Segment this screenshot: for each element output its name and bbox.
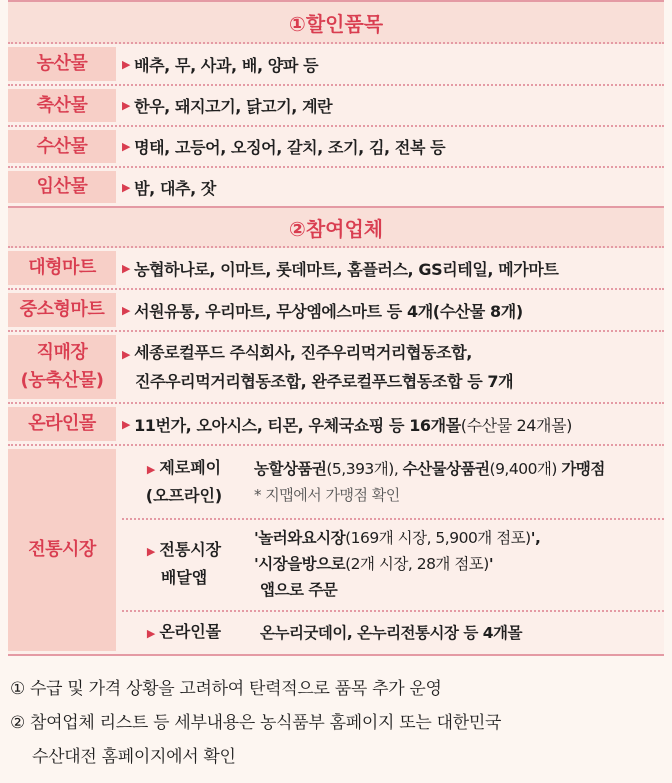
triangle-bullet-icon: ▶ [122,261,131,275]
triangle-bullet-icon: ▶ [122,417,131,431]
app-detail: (2개 시장, 28개 점포) [345,555,489,573]
voucher-name: 수산물상품권 [402,460,490,478]
subrow-label: 전통시장 [159,540,222,559]
vendor-count-note: (수산물 24개몰) [460,415,572,435]
subrow-label: 배달앱 [160,568,208,587]
category-label [8,335,116,399]
voucher-count: (5,393개), [326,460,403,478]
category-label: 임산물 [8,171,116,203]
triangle-bullet-icon: ▶ [122,99,131,112]
online-mall-list: 온누리굿데이, 온누리전통시장 등 4개몰 [260,624,522,642]
footnote-1: ① 수급 및 가격 상황을 고려하여 탄력적으로 품목 추가 운영 [10,679,442,699]
item-list: 한우, 돼지고기, 닭고기, 계란 [134,97,333,116]
subrow-label: 제로페이 [159,458,222,477]
vendor-list: 11번가, 오아시스, 티몬, 우체국쇼핑 등 16개몰 [134,415,461,435]
triangle-bullet-icon: ▶ [122,140,131,153]
delivery-app-subrow [8,518,664,610]
triangle-bullet-icon: ▶ [146,545,156,558]
app-name-end: ', [530,529,541,547]
triangle-bullet-icon: ▶ [122,348,131,361]
category-line: 직매장 [36,342,88,363]
footnote-2: ② 참여업체 리스트 등 세부내용은 농식품부 홈페이지 또는 대한민국 [10,713,502,733]
triangle-bullet-icon: ▶ [122,303,131,317]
table-row [8,402,664,444]
vendor-list-line: 진주우리먹거리협동조합, 완주로컬푸드협동조합 등 7개 [135,372,514,391]
table-row [8,288,664,330]
info-table [8,0,664,656]
discount-items-header [8,0,664,44]
table-bottom-border [8,654,664,656]
category-line: (농축산물) [20,370,104,391]
table-row [8,125,664,166]
triangle-bullet-icon: ▶ [122,180,131,194]
merchant-label: 가맹점 [561,460,605,478]
participants-title: ②참여업체 [288,216,384,241]
category-label: 수산물 [8,130,116,163]
category-label: 온라인몰 [8,407,116,441]
table-row [8,248,664,288]
item-list: 명태, 고등어, 오징어, 갈치, 조기, 김, 전복 등 [134,138,446,157]
subrow-label: 온라인몰 [159,622,222,641]
triangle-bullet-icon: ▶ [146,627,156,640]
voucher-name: 농할상품권 [254,460,327,478]
zeropay-subrow [8,446,664,518]
voucher-count: (9,400개) [489,460,562,478]
category-label: 축산물 [8,89,116,122]
app-name: '놀러와요시장 [254,529,346,547]
participants-header [8,206,664,248]
zeropay-note: * 지맵에서 가맹점 확인 [254,486,400,504]
app-name: '시장을방으로 [254,555,346,573]
triangle-bullet-icon: ▶ [146,463,156,476]
table-row [8,166,664,206]
traditional-market-row [8,444,664,654]
table-row [8,330,664,402]
item-list: 배추, 무, 사과, 배, 양파 등 [134,55,319,75]
app-name-end: ' [488,555,494,573]
vendor-list: 농협하나로, 이마트, 롯데마트, 홈플러스, GS리테일, 메가마트 [134,259,559,279]
category-label: 전통시장 [8,449,116,651]
subrow-label: (오프라인) [145,486,223,505]
app-detail: (169개 시장, 5,900개 점포) [345,529,531,547]
item-list: 밤, 대추, 잣 [134,178,216,198]
discount-items-title: ①할인품목 [288,11,384,36]
category-label: 중소형마트 [8,293,116,327]
table-row [8,44,664,84]
category-label: 대형마트 [8,251,116,285]
footnote-2-continued: 수산대전 홈페이지에서 확인 [32,747,236,767]
vendor-list: 서원유통, 우리마트, 무상엠에스마트 등 4개(수산물 8개) [134,301,523,321]
app-order-text: 앱으로 주문 [260,581,338,599]
vendor-list-line: 세종로컬푸드 주식회사, 진주우리먹거리협동조합, [134,343,472,362]
table-row [8,84,664,125]
triangle-bullet-icon: ▶ [122,57,131,71]
online-mall-subrow [8,610,664,656]
category-label: 농산물 [8,47,116,81]
footnotes [10,672,660,774]
